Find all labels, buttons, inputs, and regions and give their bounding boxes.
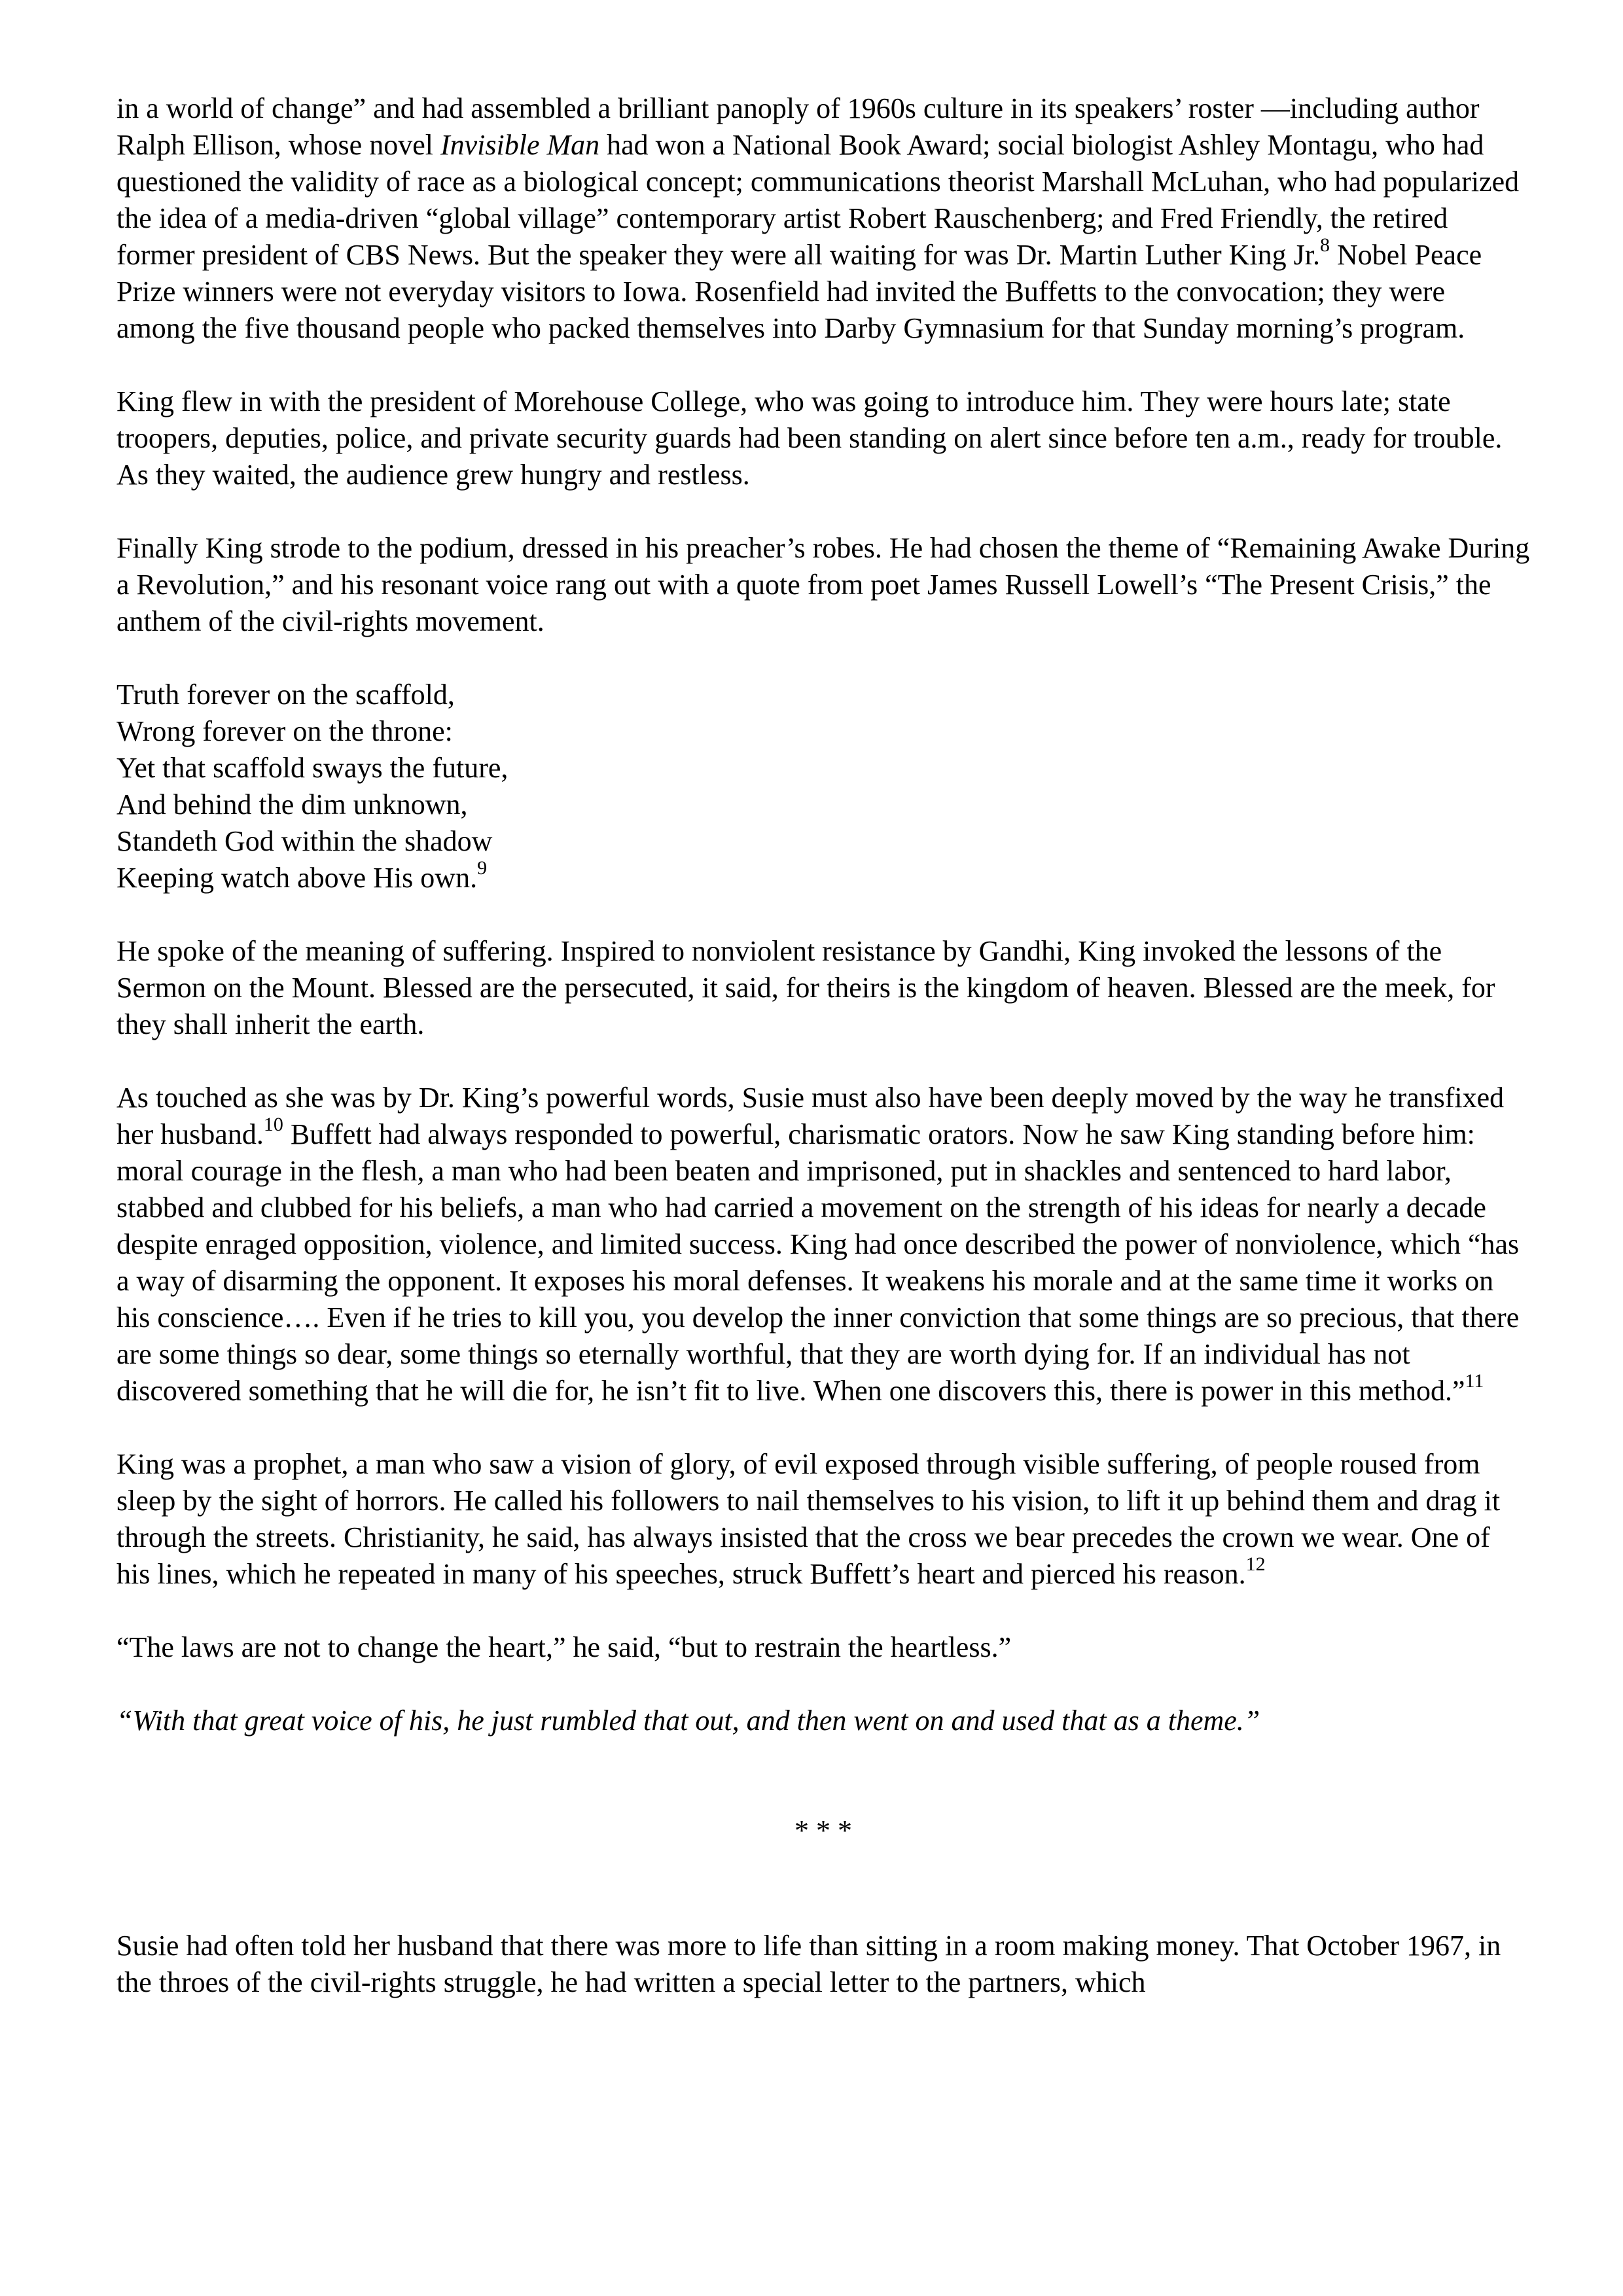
paragraph-5-text-a: As touched as she was by Dr. King’s powerful words, Susie must also have been deeply moved by the way he transfixed her husband. — [116, 1082, 1505, 1150]
footnote-ref-9[interactable]: 9 — [477, 857, 488, 879]
section-divider: * * * — [794, 1814, 852, 1846]
poem-line: Standeth God within the shadow — [116, 825, 493, 857]
footnote-ref-10[interactable]: 10 — [263, 1114, 283, 1136]
footnote-ref-8[interactable]: 8 — [1320, 234, 1330, 256]
paragraph-6 — [116, 1446, 1530, 1593]
paragraph-6-text: King was a prophet, a man who saw a vision of glory, of evil exposed through visible suffering, of people roused from sleep by the sight of horrors. He called his followers to nail themselves to his vision, to lift it up behind them and drag it through the streets. Christianity, he said, has always insisted that the cross we bear precedes the crown we wear. One of his lines, which he repeated in many of his speeches, struck Buffett’s heart and pierced his reason. — [116, 1448, 1501, 1590]
book-title: Invisible Man — [440, 129, 600, 161]
poem-line: Truth forever on the scaffold, — [116, 679, 455, 711]
poem-line-text: Keeping watch above His own. — [116, 862, 478, 894]
document-page — [116, 90, 1530, 2038]
poem-quote — [116, 677, 1530, 896]
footnote-ref-12[interactable]: 12 — [1245, 1553, 1266, 1576]
paragraph-1-text-b: had won a National Book Award; social biologist Ashley Montagu, who had questioned the validity of race as a biological concept; communications theorist Marshall McLuhan, who had popularized the idea of a media-driven “global village” contemporary artist Robert Rauschenberg; and Fred Friendly, the retired former president of CBS News. But the speaker they were all waiting for was Dr. Martin Luther King Jr. — [116, 129, 1520, 271]
paragraph-3: Finally King strode to the podium, dressed in his preacher’s robes. He had chosen the theme of “Remaining Awake During a Revolution,” and his resonant voice rang out with a quote from poet James Russell Lowell’s “The Present Crisis,” the anthem of the civil-rights movement. — [116, 532, 1530, 637]
paragraph-5-text-b: Buffett had always responded to powerful, charismatic orators. Now he saw King standing before him: moral courage in the flesh, a man who had been beaten and imprisoned, put in shackles and sentenced to hard labor, stabbed and clubbed for his beliefs, a man who had carried a movement on the strength of his ideas for nearly a decade despite enraged opposition, violence, and limited success. King had once described the power of nonviolence, which “has a way of disarming the opponent. It exposes his moral defenses. It weakens his morale and at the same time it works on his conscience…. Even if he tries to kill you, you develop the inner conviction that some things are so precious, that there are some things so dear, some things so eternally worthful, that they are worth dying for. If an individual has not discovered something that he will die for, he isn’t fit to live. When one discovers this, there is power in this method.” — [116, 1118, 1520, 1407]
poem-line: Wrong forever on the throne: — [116, 715, 453, 747]
paragraph-7: “The laws are not to change the heart,” he said, “but to restrain the heartless.” — [116, 1631, 1012, 1663]
paragraph-2: King flew in with the president of Morehouse College, who was going to introduce him. They were hours late; state troopers, deputies, police, and private security guards had been standing on alert since before ten a.m., ready for trouble. As they waited, the audience grew hungry and restless. — [116, 385, 1503, 491]
paragraph-1-text-c: Nobel Peace Prize winners were not everyday visitors to Iowa. Rosenfield had invited the Buffetts to the convocation; they were among the five thousand people who packed themselves into Darby Gymnasium for that Sunday morning’s program. — [116, 239, 1482, 344]
paragraph-9: Susie had often told her husband that there was more to life than sitting in a room making money. That October 1967, in the throes of the civil-rights struggle, he had written a special letter to the partners, which — [116, 1930, 1501, 1998]
italic-quote: “With that great voice of his, he just rumbled that out, and then went on and used that as a theme.” — [116, 1704, 1260, 1737]
paragraph-1-text-a: in a world of change” and had assembled a brilliant panoply of 1960s culture in its speakers’ roster —including author Ralph Ellison, whose novel — [116, 92, 1480, 161]
poem-line: Yet that scaffold sways the future, — [116, 752, 508, 784]
footnote-ref-11[interactable]: 11 — [1465, 1370, 1484, 1392]
poem-line-last — [116, 857, 1530, 896]
paragraph-4: He spoke of the meaning of suffering. Inspired to nonviolent resistance by Gandhi, King invoked the lessons of the Sermon on the Mount. Blessed are the persecuted, it said, for theirs is the kingdom of heaven. Blessed are the meek, for they shall inherit the earth. — [116, 935, 1495, 1040]
paragraph-5 — [116, 1080, 1530, 1409]
paragraph-1 — [116, 90, 1530, 347]
poem-line: And behind the dim unknown, — [116, 788, 468, 821]
